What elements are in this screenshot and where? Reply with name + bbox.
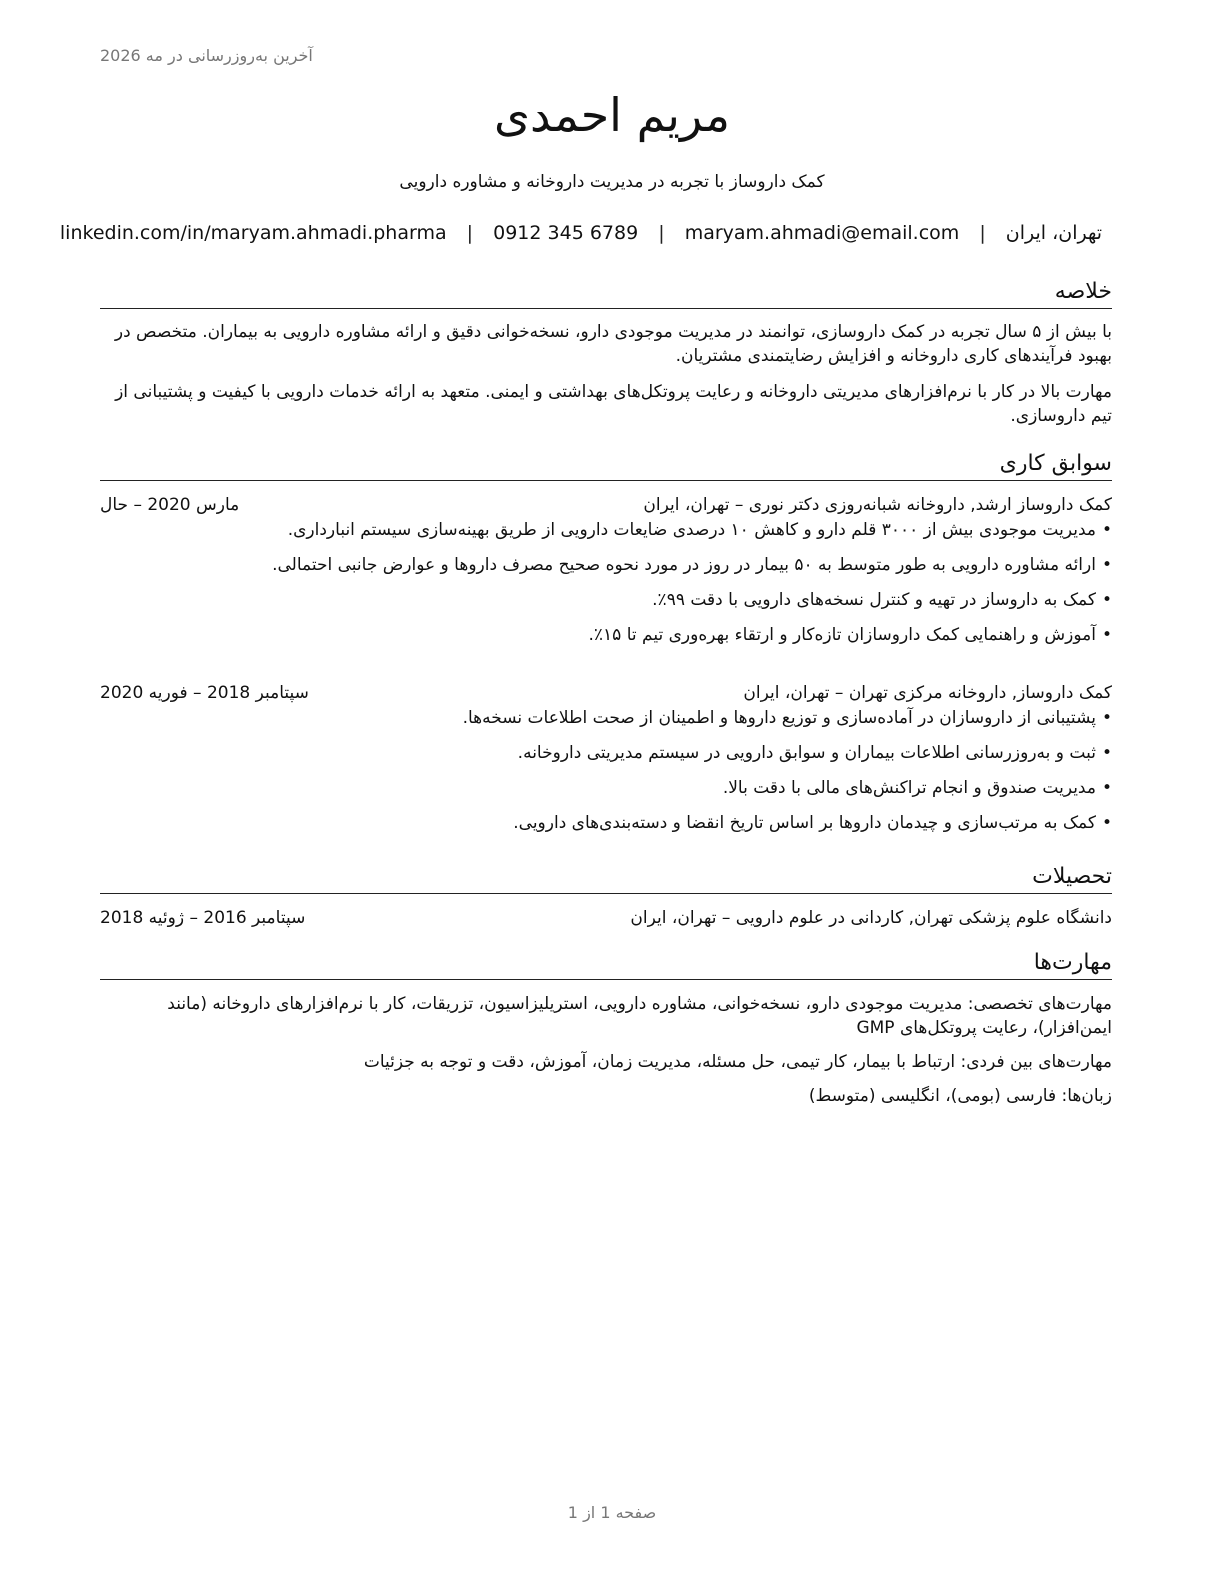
experience-heading: سوابق کاری bbox=[100, 450, 1112, 481]
contact-separator: | bbox=[979, 222, 986, 244]
job-bullet: •کمک به مرتب‌سازی و چیدمان داروها بر اساس تاریخ انقضا و دسته‌بندی‌های دارویی. bbox=[513, 813, 1112, 833]
job-title: کمک داروساز, داروخانه مرکزی تهران – تهران، ایران bbox=[743, 683, 1112, 703]
contact-linkedin[interactable]: linkedin.com/in/maryam.ahmadi.pharma bbox=[59, 222, 447, 244]
job-bullet: •پشتیبانی از داروسازان در آماده‌سازی و توزیع داروها و اطمینان از صحت اطلاعات نسخه‌ها. bbox=[462, 708, 1112, 728]
job-bullet: •مدیریت صندوق و انجام تراکنش‌های مالی با دقت بالا. bbox=[722, 778, 1112, 798]
contact-phone[interactable]: 0912 345 6789 bbox=[493, 222, 639, 244]
education-section bbox=[100, 863, 1112, 894]
job-dates: مارس 2020 – حال bbox=[100, 495, 240, 515]
summary-paragraph: با بیش از ۵ سال تجربه در کمک داروسازی، توانمند در مدیریت موجودی دارو، نسخه‌خوانی دقیق و ارائه مشاوره دارویی به بیماران. متخصص در بهبود فرآیندهای کاری داروخانه و افزایش رضایتمندی مشتریان. bbox=[114, 322, 1112, 366]
education-heading: تحصیلات bbox=[100, 863, 1112, 894]
education-dates: سپتامبر 2016 – ژوئیه 2018 bbox=[100, 908, 306, 928]
education-title: دانشگاه علوم پزشکی تهران, کاردانی در علوم دارویی – تهران، ایران bbox=[630, 908, 1112, 928]
job-header bbox=[100, 492, 1112, 518]
education-entry bbox=[100, 905, 1112, 931]
summary-section bbox=[100, 278, 1112, 309]
candidate-headline: کمک داروساز با تجربه در مدیریت داروخانه و مشاوره دارویی bbox=[399, 172, 825, 192]
summary-body bbox=[92, 320, 1112, 428]
job-bullet: •ثبت و به‌روزرسانی اطلاعات بیماران و سوابق دارویی در سیستم مدیریتی داروخانه. bbox=[517, 743, 1112, 763]
education-header bbox=[100, 905, 1112, 931]
skills-heading: مهارت‌ها bbox=[100, 949, 1112, 980]
skills-body bbox=[100, 992, 1112, 1108]
contact-separator: | bbox=[466, 222, 474, 244]
candidate-name: مریم احمدی bbox=[493, 88, 731, 142]
contact-location: تهران، ایران bbox=[1005, 222, 1102, 244]
job-entry bbox=[100, 492, 1112, 647]
page-number: صفحه 1 از 1 bbox=[567, 1503, 657, 1522]
job-dates: سپتامبر 2018 – فوریه 2020 bbox=[100, 683, 309, 703]
skills-line: مهارت‌های بین فردی: ارتباط با بیمار، کار تیمی، حل مسئله، مدیریت زمان، آموزش، دقت و توجه به جزئیات bbox=[363, 1052, 1112, 1072]
contact-separator: | bbox=[658, 222, 665, 244]
job-title: کمک داروساز ارشد, داروخانه شبانه‌روزی دکتر نوری – تهران، ایران bbox=[643, 495, 1112, 515]
contact-line bbox=[59, 222, 1102, 244]
experience-section bbox=[100, 450, 1112, 481]
skills-section bbox=[100, 949, 1112, 980]
skills-line: مهارت‌های تخصصی: مدیریت موجودی دارو، نسخه‌خوانی، مشاوره دارویی، استریلیزاسیون، تزریقات، کار با نرم‌افزارهای داروخانه (مانند ایمن‌افزار)، رعایت پروتکل‌های GMP bbox=[167, 994, 1112, 1038]
job-header bbox=[100, 680, 1112, 706]
job-bullet: •کمک به داروساز در تهیه و کنترل نسخه‌های دارویی با دقت ۹۹٪. bbox=[652, 590, 1112, 610]
job-bullet: •آموزش و راهنمایی کمک داروسازان تازه‌کار و ارتقاء بهره‌وری تیم تا ۱۵٪. bbox=[588, 625, 1112, 645]
last-updated-note: آخرین به‌روزرسانی در مه 2026 bbox=[100, 46, 313, 65]
summary-heading: خلاصه bbox=[100, 278, 1112, 309]
job-entry bbox=[100, 680, 1112, 835]
job-bullet: •مدیریت موجودی بیش از ۳۰۰۰ قلم دارو و کاهش ۱۰ درصدی ضایعات دارویی از طریق بهینه‌سازی سیستم انبارداری. bbox=[287, 520, 1112, 540]
job-bullet: •ارائه مشاوره دارویی به طور متوسط به ۵۰ بیمار در روز در مورد نحوه صحیح مصرف داروها و عوارض جانبی احتمالی. bbox=[272, 555, 1112, 575]
skills-line: زبان‌ها: فارسی (بومی)، انگلیسی (متوسط) bbox=[808, 1086, 1112, 1106]
summary-paragraph: مهارت بالا در کار با نرم‌افزارهای مدیریتی داروخانه و رعایت پروتکل‌های بهداشتی و ایمنی. متعهد به ارائه خدمات دارویی با کیفیت و پشتیبانی از تیم داروسازی. bbox=[115, 382, 1112, 426]
contact-email[interactable]: maryam.ahmadi@email.com bbox=[684, 222, 960, 244]
